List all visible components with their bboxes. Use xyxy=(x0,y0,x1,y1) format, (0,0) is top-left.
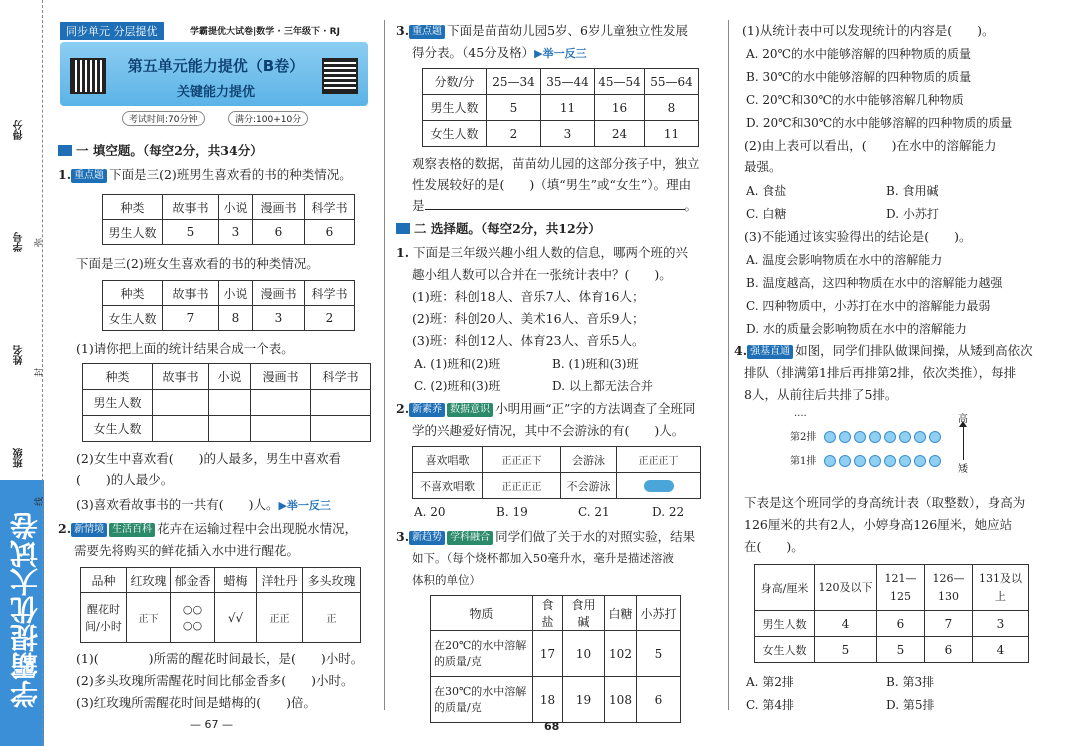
series-label: 同步单元 分层提优 xyxy=(60,22,164,40)
choice-2-option-b[interactable]: B. 19 xyxy=(496,505,528,519)
right-part3-option-b[interactable]: B. 温度越高，这四种物质在水中的溶解能力越强 xyxy=(746,276,1003,290)
height-arrow xyxy=(963,424,964,460)
student-dot xyxy=(839,455,851,467)
section-2-title: 二 选择题。（每空2分，共12分） xyxy=(396,218,601,239)
choice-4-option-c[interactable]: C. 第4排 xyxy=(746,698,795,712)
student-dot xyxy=(824,455,836,467)
student-dot xyxy=(914,455,926,467)
seal-char: 线 xyxy=(35,496,46,507)
choice-1-text2: 趣小组人数可以合并在一张统计表中？( )。 xyxy=(412,267,672,282)
student-dot xyxy=(854,431,866,443)
row-2-label: 第2排 xyxy=(790,432,817,443)
section-marker xyxy=(396,223,410,234)
choice-2-text2: 学的兴趣爱好情况，其中不会游泳的有( )人。 xyxy=(412,423,685,438)
question-2-part3: (3)红玫瑰所需醒花时间是蜡梅的( )倍。 xyxy=(76,695,316,710)
page-number-left: — 67 — xyxy=(190,718,233,731)
student-dot xyxy=(884,431,896,443)
seal-line xyxy=(42,0,43,746)
student-dot xyxy=(884,455,896,467)
question-3-after: 观察表格的数据，苗苗幼儿园的这部分孩子中，独立 性发展较好的是( )（填“男生”或“女生”）。理由 是 。 xyxy=(412,156,700,213)
student-dot xyxy=(929,455,941,467)
question-1: 1. 重点题 下面是三(2)班男生喜欢看的书的种类情况。 xyxy=(58,167,352,182)
question-2-part1: (1)( )所需的醒花时间最长，是( )小时。 xyxy=(76,651,364,666)
choice-4-text2: 排队（排满第1排后再排第2排，依次类推），每排 xyxy=(744,365,1017,380)
question-1-text2: 下面是三(2)班女生喜欢看的书的种类情况。 xyxy=(76,256,319,271)
question-1-part2: (2)女生中喜欢看( )的人最多，男生中喜欢看 ( )的人最少。 xyxy=(76,451,341,487)
section-marker xyxy=(58,145,72,156)
qr-code-right xyxy=(322,58,358,94)
choice-4: 4. 强基直通 如图，同学们排队做课间操，从矮到高依次 xyxy=(734,343,1033,358)
row-2-students xyxy=(824,428,944,447)
high-label: 高 xyxy=(958,414,968,425)
choice-3: 3. 新趋势 学科融合 同学们做了关于水的对照实验，结果 xyxy=(396,529,696,544)
hobby-tally-table: 喜欢唱歌 正正正下 会游泳 正正正丁 不喜欢唱歌 正正正正 不会游泳 xyxy=(412,446,701,499)
class-label: 班级 xyxy=(14,448,25,468)
solubility-table: 物质 食盐 食用碱 白糖 小苏打 在20℃的水中溶解的质量/克 17 10 102 5 在30℃的水中溶解的质量/克 18 19 108 6 xyxy=(430,595,681,723)
right-part3-option-c[interactable]: C. 四种物质中，小苏打在水中的溶解能力最弱 xyxy=(746,299,991,313)
student-dot xyxy=(869,431,881,443)
student-dot xyxy=(899,431,911,443)
choice-4-text3: 8人，从前往后共排了5排。 xyxy=(744,387,898,402)
choice-3-text2: 如下。（每个烧杯都加入50毫升水，毫升是描述溶液 xyxy=(412,551,674,565)
question-1-part3: (3)喜欢看故事书的一共有( )人。▶举一反三 xyxy=(76,497,331,512)
column-divider xyxy=(728,20,729,710)
choice-4-text6: 在( )。 xyxy=(744,539,804,554)
ink-blot xyxy=(644,480,674,492)
student-dot xyxy=(854,455,866,467)
choice-4-text5: 126厘米的共有2人，小婷身高126厘米，她应站 xyxy=(744,517,1013,532)
flower-table: 品种 红玫瑰 郁金香 蜡梅 洋牡丹 多头玫瑰 醒花时间/小时 正下 ○○ ○○ √√ 正正 正 xyxy=(80,567,361,643)
column-divider xyxy=(384,20,385,710)
choice-4-option-b[interactable]: B. 第3排 xyxy=(886,675,935,689)
choice-1-line: (2)班：科创20人、美术16人、音乐9人； xyxy=(412,311,645,326)
choice-3-text3: 体积的单位） xyxy=(412,573,481,587)
spine-title: 学霸提优大试卷 xyxy=(9,512,42,708)
student-dot xyxy=(899,455,911,467)
question-1-part1: (1)请你把上面的统计结果合成一个表。 xyxy=(76,341,294,356)
right-part1-option-b[interactable]: B. 30℃的水中能够溶解的四种物质的质量 xyxy=(746,70,972,84)
header-banner xyxy=(60,22,370,132)
right-part3-option-d[interactable]: D. 水的质量会影响物质在水中的溶解能力 xyxy=(746,322,967,336)
unit-subtitle: 关键能力提优 xyxy=(176,85,255,100)
right-part2-option-b[interactable]: B. 食用碱 xyxy=(886,184,939,198)
low-label: 矮 xyxy=(958,464,968,475)
choice-1-line: (3)班：科创12人、体育23人、音乐5人。 xyxy=(412,333,645,348)
page-number-mid: 68 xyxy=(544,720,560,733)
choice-2-option-a[interactable]: A. 20 xyxy=(414,505,446,519)
answer-line[interactable] xyxy=(425,198,685,210)
independence-score-table: 分数/分 25—34 35—44 45—54 55—64 男生人数 5 11 16 8 女生人数 2 3 24 11 xyxy=(422,68,699,147)
right-part1: (1)从统计表中可以发现统计的内容是( )。 xyxy=(742,23,995,38)
right-part1-option-d[interactable]: D. 20℃和30℃的水中能够溶解的四种物质的质量 xyxy=(746,116,1013,130)
ink-blot-cell xyxy=(617,473,701,499)
queue-diagram xyxy=(790,408,980,476)
right-part1-option-a[interactable]: A. 20℃的水中能够溶解的四种物质的质量 xyxy=(746,47,971,61)
id-label: 学号 xyxy=(14,232,25,252)
seal-char: 封 xyxy=(35,367,46,378)
student-dot xyxy=(914,431,926,443)
student-dot xyxy=(929,431,941,443)
question-2-text2: 需要先将购买的鲜花插入水中进行醒花。 xyxy=(74,543,300,558)
right-part3-option-a[interactable]: A. 温度会影响物质在水中的溶解能力 xyxy=(746,253,943,267)
right-part2-option-d[interactable]: D. 小苏打 xyxy=(886,207,939,221)
height-table: 身高/厘米 120及以下 121—125 126—130 131及以上 男生人数 4 6 7 3 女生人数 5 5 6 4 xyxy=(754,564,1029,663)
continuation-dots: .... xyxy=(794,408,807,419)
left-margin xyxy=(0,0,46,746)
right-part2-option-a[interactable]: A. 食盐 xyxy=(746,184,787,198)
choice-4-option-d[interactable]: D. 第5排 xyxy=(886,698,935,712)
right-part2: (2)由上表可以看出，( )在水中的溶解能力 最强。 xyxy=(744,138,997,174)
right-part3: (3)不能通过该实验得出的结论是( )。 xyxy=(744,229,972,244)
row-1-label: 第1排 xyxy=(790,456,817,467)
book-label: 学霸提优大试卷|数学 · 三年级下 · RJ xyxy=(190,27,340,37)
combined-table-blank: 种类 故事书 小说 漫画书 科学书 男生人数 女生人数 xyxy=(82,363,371,442)
qr-code-left xyxy=(70,58,106,94)
student-dot xyxy=(839,431,851,443)
right-part2-option-c[interactable]: C. 白糖 xyxy=(746,207,787,221)
girls-book-table: 种类 故事书 小说 漫画书 科学书 女生人数 7 8 3 2 xyxy=(102,280,355,331)
choice-1-option-c[interactable]: C. (2)班和(3)班 xyxy=(414,379,501,393)
question-3-text2: 得分表。（45分及格）▶举一反三 xyxy=(412,45,587,60)
choice-2-option-c[interactable]: C. 21 xyxy=(578,505,610,519)
right-part1-option-c[interactable]: C. 20℃和30℃的水中能够溶解几种物质 xyxy=(746,93,964,107)
section-1-title: 一 填空题。（每空2分，共34分） xyxy=(58,140,263,161)
row-1-students xyxy=(824,452,944,471)
choice-1-option-b[interactable]: B. (1)班和(3)班 xyxy=(552,357,639,371)
choice-1-line: (1)班：科创18人、音乐7人、体育16人； xyxy=(412,289,645,304)
choice-1: 1. 下面是三年级兴趣小组人数的信息，哪两个班的兴 xyxy=(396,245,689,260)
unit-title: 第五单元能力提优（B卷） xyxy=(127,57,305,75)
choice-1-option-a[interactable]: A. (1)班和(2)班 xyxy=(414,357,501,371)
choice-2-option-d[interactable]: D. 22 xyxy=(652,505,685,519)
name-label: 姓名 xyxy=(14,345,25,365)
choice-2: 2. 新素养 数据意识 小明用画“正”字的方法调查了全班同 xyxy=(396,401,696,416)
arrow-head xyxy=(959,421,967,427)
score-label: 得分 xyxy=(14,120,25,140)
choice-4-text4: 下表是这个班同学的身高统计表（取整数），身高为 xyxy=(744,495,1026,510)
choice-1-option-d[interactable]: D. 以上都无法合并 xyxy=(552,379,653,393)
boys-book-table: 种类 故事书 小说 漫画书 科学书 男生人数 5 3 6 6 xyxy=(102,194,355,245)
question-2-part2: (2)多头玫瑰所需醒花时间比郁金香多( )小时。 xyxy=(76,673,354,688)
full-score: 满分:100+10分 xyxy=(228,111,308,126)
choice-4-option-a[interactable]: A. 第2排 xyxy=(746,675,794,689)
question-2: 2. 新情境 生活百科 花卉在运输过程中会出现脱水情况， xyxy=(58,521,358,536)
seal-char: 弥 xyxy=(35,237,46,248)
student-dot xyxy=(824,431,836,443)
student-dot xyxy=(869,455,881,467)
question-3: 3. 重点题 下面是苗苗幼儿园5岁、6岁儿童独立性发展 xyxy=(396,23,688,38)
exam-time: 考试时间:70分钟 xyxy=(122,111,205,126)
